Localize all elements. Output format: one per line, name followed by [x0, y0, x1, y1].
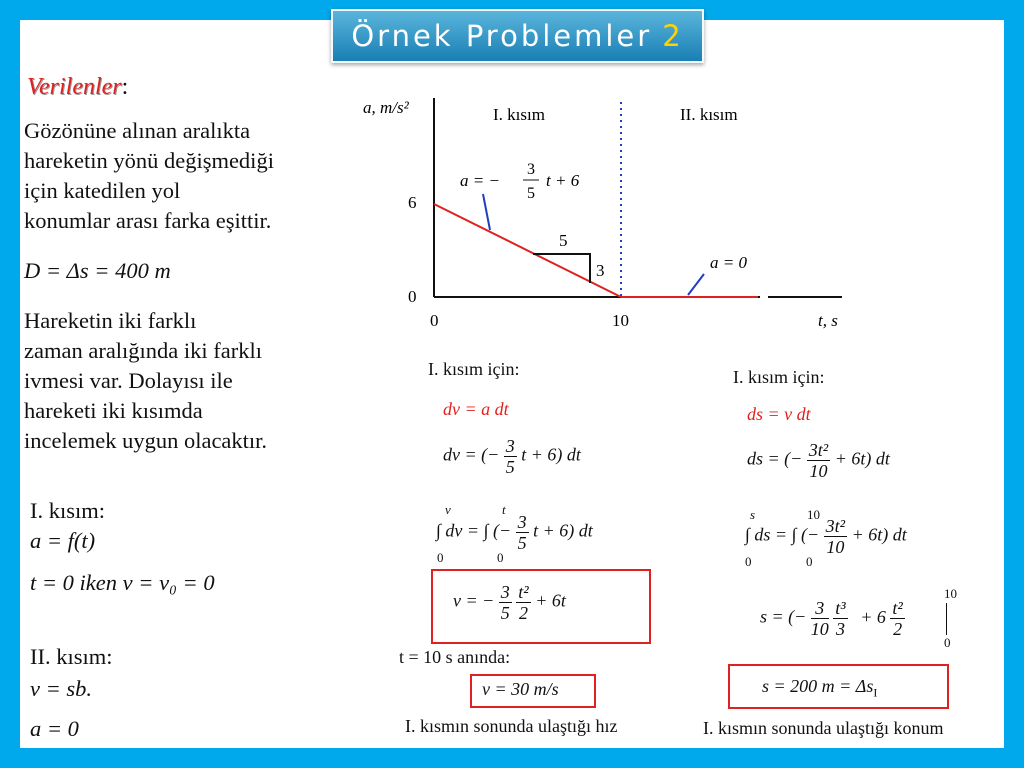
part2-velocity: v = sb.	[30, 676, 93, 701]
right-eq3: ∫ ds = ∫ (− $\frac{\text{3t²}}{10}$ + 6t) dt	[745, 516, 907, 557]
mid-eq1: dv = a dt	[443, 399, 509, 419]
acceleration-graph	[350, 88, 870, 338]
title-text: Örnek Problemler	[351, 19, 653, 53]
paragraph-line: zaman aralığında iki farklı	[24, 338, 263, 363]
mid-eq2: dv = (− $\frac{3}{5}$ t + 6) dt	[443, 436, 581, 477]
title-number: 2	[662, 19, 684, 53]
int-lower-2: 0	[806, 554, 813, 569]
fraction: $\frac{3}{5}$	[505, 436, 515, 477]
explanation-paragraph	[24, 306, 267, 456]
y-tick-6: 6	[408, 193, 417, 212]
int-lower-1: 0	[745, 554, 752, 569]
paragraph-line: ivmesi var. Dolayısı ile	[24, 368, 233, 393]
int-lower-1: 0	[437, 550, 444, 565]
eval-lower: 0	[944, 635, 951, 650]
line-eq-lhs: a = −	[460, 171, 500, 190]
int-upper-t: t	[502, 502, 506, 517]
time-condition: t = 10 s anında:	[399, 647, 511, 667]
fraction: $\frac{\text{3t²}}{10}$	[825, 516, 846, 557]
fraction: $\frac{3}{5}$	[517, 512, 527, 553]
fraction: $\frac{\text{t³}}{3}$	[835, 598, 846, 639]
mid-eq3: ∫ dv = ∫ (− $\frac{3}{5}$ t + 6) dt	[436, 512, 593, 553]
fraction: $\frac{\text{t²}}{2}$	[892, 598, 903, 639]
part2-acceleration: a = 0	[30, 716, 79, 741]
paragraph-line: için katedilen yol	[24, 178, 181, 203]
right-eq1: ds = v dt	[747, 404, 811, 424]
series-line-part1	[434, 204, 621, 297]
fraction: $\frac{\text{t²}}{2}$	[518, 582, 529, 623]
int-upper-v: v	[445, 502, 451, 517]
zero-label-pointer	[688, 274, 704, 295]
mid-header: I. kısım için:	[428, 359, 520, 379]
line-eq-rhs: t + 6	[546, 171, 580, 190]
given-paragraph	[24, 116, 274, 236]
paragraph-line: Hareketin iki farklı	[24, 308, 197, 333]
velocity-caption: I. kısmın sonunda ulaştığı hız	[405, 716, 618, 736]
part2-title: II. kısım:	[30, 644, 113, 669]
int-upper-s: s	[750, 507, 756, 522]
part1-condition: t = 0 iken v = v₀ = 0	[30, 570, 215, 595]
fraction: $\frac{3}{5}$	[500, 582, 510, 623]
eval-upper: 10	[944, 586, 957, 601]
int-lower-2: 0	[497, 550, 504, 565]
x-tick-0: 0	[430, 311, 439, 330]
line-eq-den: 5	[527, 185, 535, 202]
position-result: s = 200 $m = \Delta s_I$	[762, 676, 878, 700]
part1-title: I. kısım:	[30, 498, 106, 523]
position-caption: I. kısmın sonunda ulaştığı konum	[703, 718, 944, 738]
paragraph-line: konumlar arası farka eşittir.	[24, 208, 272, 233]
region1-label: I. kısım	[493, 105, 545, 124]
y-axis-label: a, m/s²	[363, 98, 409, 117]
velocity-value: v = 30 m/s	[482, 679, 559, 699]
line-eq-num: 3	[527, 161, 535, 178]
paragraph-line: hareketi iki kısımda	[24, 398, 203, 423]
region2-label: II. kısım	[680, 105, 738, 124]
paragraph-line: Gözönüne alınan aralıkta	[24, 118, 251, 143]
line-eq-pointer	[483, 194, 490, 230]
x-axis-label: t, s	[818, 311, 838, 330]
slope-rise-label: 3	[596, 261, 605, 280]
paragraph-line: hareketin yönü değişmediği	[24, 148, 274, 173]
velocity-formula: v = − $\frac{3}{5}$ $\frac{\text{t²}}{2}$ + 6t	[453, 582, 566, 623]
slide-title	[331, 9, 704, 63]
right-header: I. kısım için:	[733, 367, 825, 387]
slope-run-label: 5	[559, 231, 568, 250]
right-eq2: ds = (− $\frac{\text{3t²}}{10}$ + 6t) dt	[747, 440, 890, 481]
given-heading: Verilenler:	[27, 74, 129, 100]
paragraph-line: incelemek uygun olacaktır.	[24, 428, 268, 453]
zero-label: a = 0	[710, 253, 747, 272]
fraction: $\frac{\text{3t²}}{10}$	[808, 440, 829, 481]
int-upper-10: 10	[807, 507, 820, 522]
position-formula: s = (− $\frac{3}{10}$ $\frac{\text{t³}}{3}$ + 6 $\frac{\text{t²}}{2}$	[760, 598, 903, 639]
distance-equation: D = Δs = 400 m	[24, 258, 171, 283]
fraction: $\frac{3}{10}$	[810, 598, 829, 639]
evaluation-bar	[946, 603, 947, 635]
y-tick-0: 0	[408, 287, 417, 306]
part1-equation: a = f(t)	[30, 528, 96, 553]
x-tick-10: 10	[612, 311, 629, 330]
